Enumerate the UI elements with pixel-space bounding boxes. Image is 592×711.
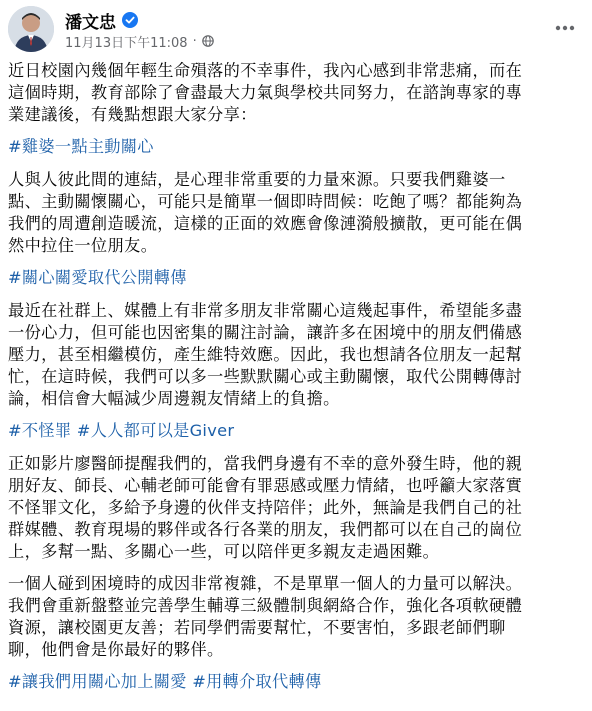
hashtag-link[interactable]: #不怪罪	[8, 421, 72, 440]
hashtag-link[interactable]: #用轉介取代轉傳	[192, 672, 322, 691]
text-line: 近日校園內幾個年輕生命殞落的不幸事件，我內心感到非常悲痛，而在	[8, 61, 523, 80]
author-name[interactable]: 潘文忠	[65, 12, 116, 33]
verified-badge-icon	[122, 12, 138, 28]
text-line: 一個人碰到困境時的成因非常複雜，不是單單一個人的力量可以解決。	[8, 574, 523, 593]
text-line: 然中拉住一位朋友。	[8, 236, 158, 255]
separator-dot: ·	[192, 33, 197, 49]
text-line: 壓力，甚至相繼模仿，產生維特效應。因此，我也想請各位朋友一起幫	[8, 345, 523, 364]
text-line: 論，相信會大幅減少周邊親友情緒上的負擔。	[8, 389, 340, 408]
text-line: 一份心力，但可能也因密集的關注討論，讓許多在困境中的朋友們備感	[8, 323, 523, 342]
text-line: 朋好友、師長、心輔老師可能會有罪惡感或壓力情緒，也呼籲大家落實	[8, 476, 523, 495]
hashtag-link[interactable]: #雞婆一點主動關心	[8, 137, 154, 156]
paragraph-support-system	[8, 573, 584, 661]
post-header	[0, 0, 592, 60]
hashtag-link[interactable]: #人人都可以是Giver	[76, 421, 235, 440]
post-meta	[65, 32, 214, 50]
hashtag-link[interactable]: #讓我們用關心加上關愛	[8, 672, 187, 691]
post-body	[8, 60, 584, 693]
post-timestamp[interactable]: 11月13日下午11:08	[65, 35, 188, 51]
more-horizontal-icon	[555, 16, 575, 35]
globe-icon[interactable]	[202, 35, 214, 47]
text-line: 業建議後，有幾點想跟大家分享：	[8, 105, 257, 124]
paragraph-social-media	[8, 300, 584, 410]
author-row	[65, 8, 138, 32]
text-line: 我們會重新盤整並完善學生輔導三級體制與網絡合作，強化各項軟硬體	[8, 596, 523, 615]
hashtag-line	[8, 267, 584, 289]
text-line: 我們的周遭創造暖流，這樣的正面的效應會像漣漪般擴散，更可能在偶	[8, 214, 523, 233]
text-line: 正如影片廖醫師提醒我們的，當我們身邊有不幸的意外發生時，他的親	[8, 454, 523, 473]
text-line: 忙，在這時候，我們可以多一些默默關心或主動關懷，取代公開轉傳討	[8, 367, 523, 386]
text-line: 最近在社群上、媒體上有非常多朋友非常關心這幾起事件，希望能多盡	[8, 301, 523, 320]
hashtag-line	[8, 136, 584, 158]
more-options-button[interactable]	[550, 10, 580, 40]
hashtag-line	[8, 671, 584, 693]
text-line: 不怪罪文化，多給予身邊的伙伴支持陪伴；此外，無論是我們自己的社	[8, 498, 523, 517]
avatar[interactable]	[8, 6, 54, 52]
hashtag-link[interactable]: #關心關愛取代公開轉傳	[8, 268, 187, 287]
paragraph-intro	[8, 60, 584, 126]
text-line: 資源，讓校園更友善；若同學們需要幫忙，不要害怕，多跟老師們聊	[8, 618, 506, 637]
paragraph-connection	[8, 169, 584, 257]
text-line: 這個時期，教育部除了會盡最大力氣與學校共同努力，在諮詢專家的專	[8, 83, 523, 102]
text-line: 聊，他們會是你最好的夥伴。	[8, 640, 224, 659]
text-line: 點、主動關懷關心，可能只是簡單一個即時問候：吃飽了嗎？都能夠為	[8, 192, 523, 211]
paragraph-no-blame	[8, 453, 584, 563]
text-line: 上，多幫一點、多關心一些，可以陪伴更多親友走過困難。	[8, 542, 440, 561]
text-line: 人與人彼此間的連結，是心理非常重要的力量來源。只要我們雞婆一	[8, 170, 506, 189]
hashtag-line	[8, 420, 584, 442]
text-line: 群媒體、教育現場的夥伴或各行各業的朋友，我們都可以在自己的崗位	[8, 520, 523, 539]
